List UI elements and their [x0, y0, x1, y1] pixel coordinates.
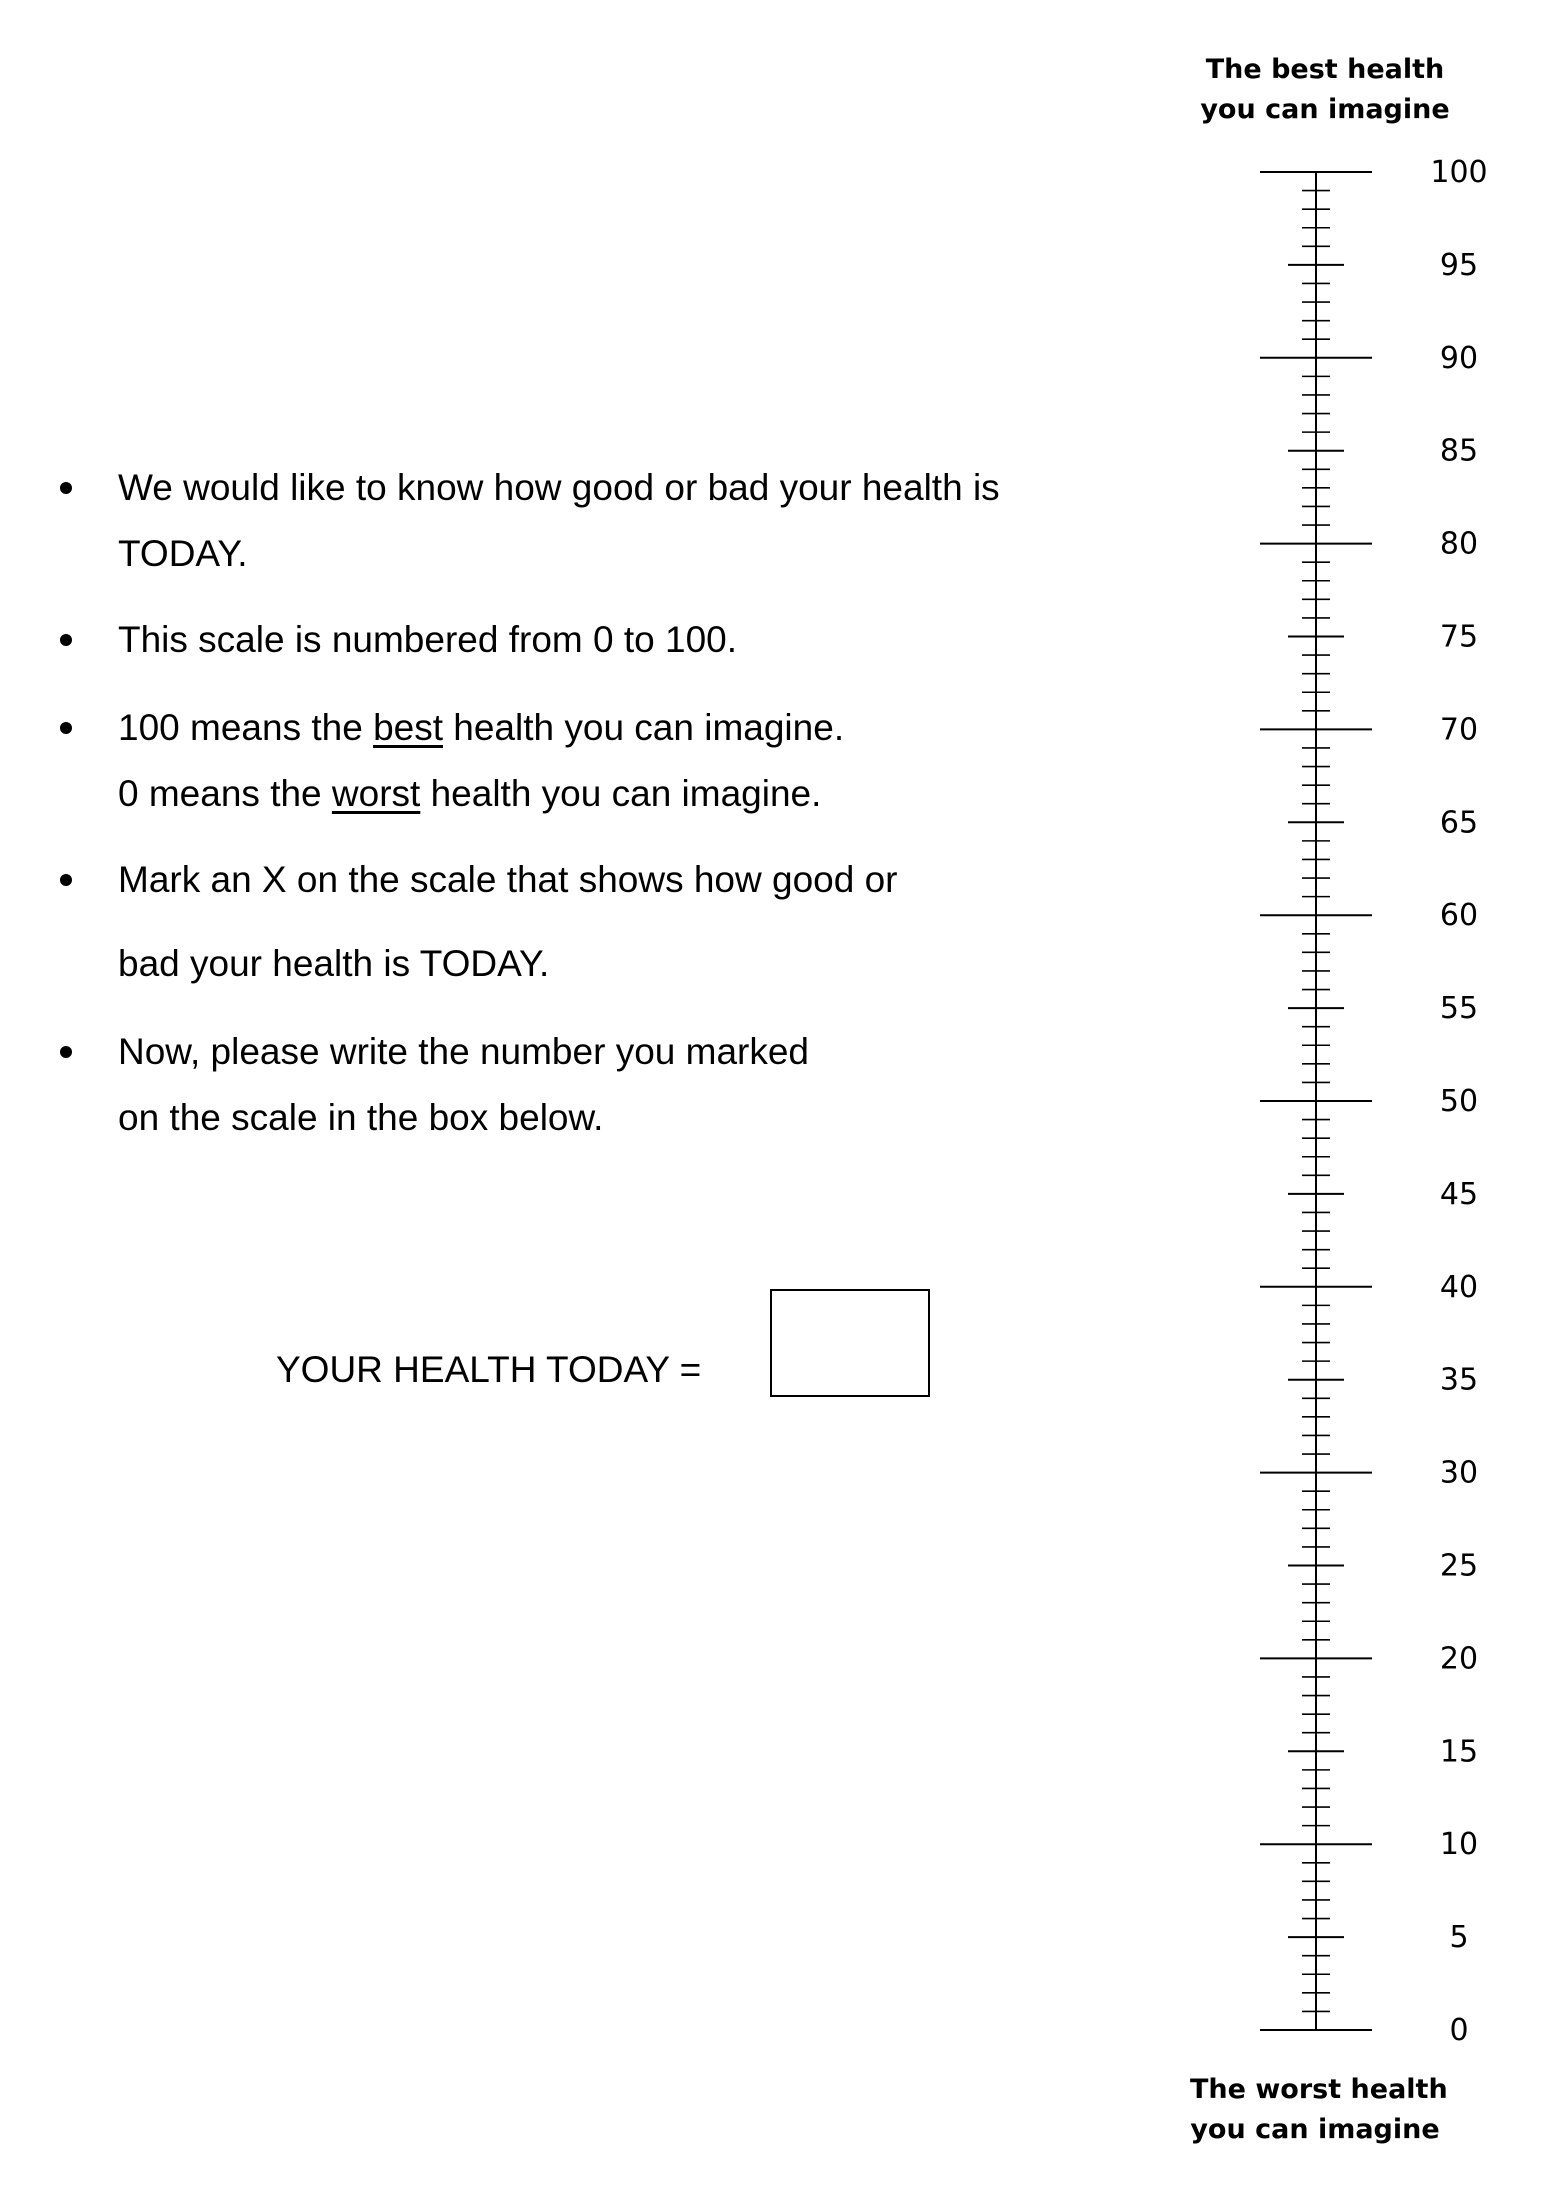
- tick-label-35: 35: [1439, 1362, 1479, 1398]
- tick-label-10: 10: [1439, 1827, 1479, 1863]
- text-segment: Mark an X on the scale that shows how good or: [118, 859, 898, 900]
- text-segment: bad your health is TODAY.: [118, 943, 550, 984]
- tick-label-55: 55: [1439, 991, 1479, 1027]
- scale-bottom-label-line: The worst health: [1190, 2074, 1448, 2105]
- health-today-label: YOUR HEALTH TODAY =: [276, 1349, 702, 1390]
- text-segment: 0 means the: [118, 773, 332, 814]
- text-segment: health you can imagine.: [420, 773, 822, 814]
- scale-bottom-label-line: you can imagine: [1190, 2114, 1440, 2145]
- tick-label-50: 50: [1439, 1084, 1479, 1119]
- tick-label-80: 80: [1439, 526, 1479, 562]
- underlined-text: best: [373, 707, 443, 748]
- text-segment: on the scale in the box below.: [118, 1097, 604, 1138]
- tick-label-70: 70: [1439, 712, 1479, 748]
- text-segment: This scale is numbered from 0 to 100.: [118, 619, 738, 660]
- tick-label-75: 75: [1439, 619, 1479, 655]
- tick-label-0: 0: [1449, 2013, 1469, 2048]
- tick-label-25: 25: [1439, 1548, 1479, 1584]
- tick-label-5: 5: [1449, 1920, 1469, 1956]
- tick-label-65: 65: [1439, 805, 1479, 841]
- tick-label-45: 45: [1439, 1176, 1479, 1212]
- scale-top-label-line: you can imagine: [1200, 94, 1450, 125]
- tick-label-85: 85: [1439, 433, 1479, 469]
- text-segment: Now, please write the number you marked: [118, 1031, 810, 1072]
- tick-label-30: 30: [1439, 1455, 1479, 1491]
- tick-label-60: 60: [1439, 898, 1479, 934]
- scale-labels: [1430, 155, 1487, 2048]
- text-segment: 100 means the: [118, 707, 374, 748]
- text-segment: We would like to know how good or bad your health is: [118, 467, 1000, 508]
- tick-label-90: 90: [1439, 340, 1479, 376]
- tick-label-95: 95: [1439, 247, 1479, 283]
- tick-label-100: 100: [1430, 155, 1488, 190]
- tick-label-20: 20: [1439, 1641, 1479, 1677]
- scale-ticks: [1260, 172, 1372, 2030]
- tick-label-40: 40: [1439, 1269, 1479, 1305]
- scale-top-label-line: The best health: [1205, 54, 1445, 85]
- text-segment: TODAY.: [118, 533, 248, 574]
- underlined-text: worst: [331, 773, 421, 814]
- text-segment: health you can imagine.: [443, 707, 845, 748]
- tick-label-15: 15: [1439, 1734, 1479, 1770]
